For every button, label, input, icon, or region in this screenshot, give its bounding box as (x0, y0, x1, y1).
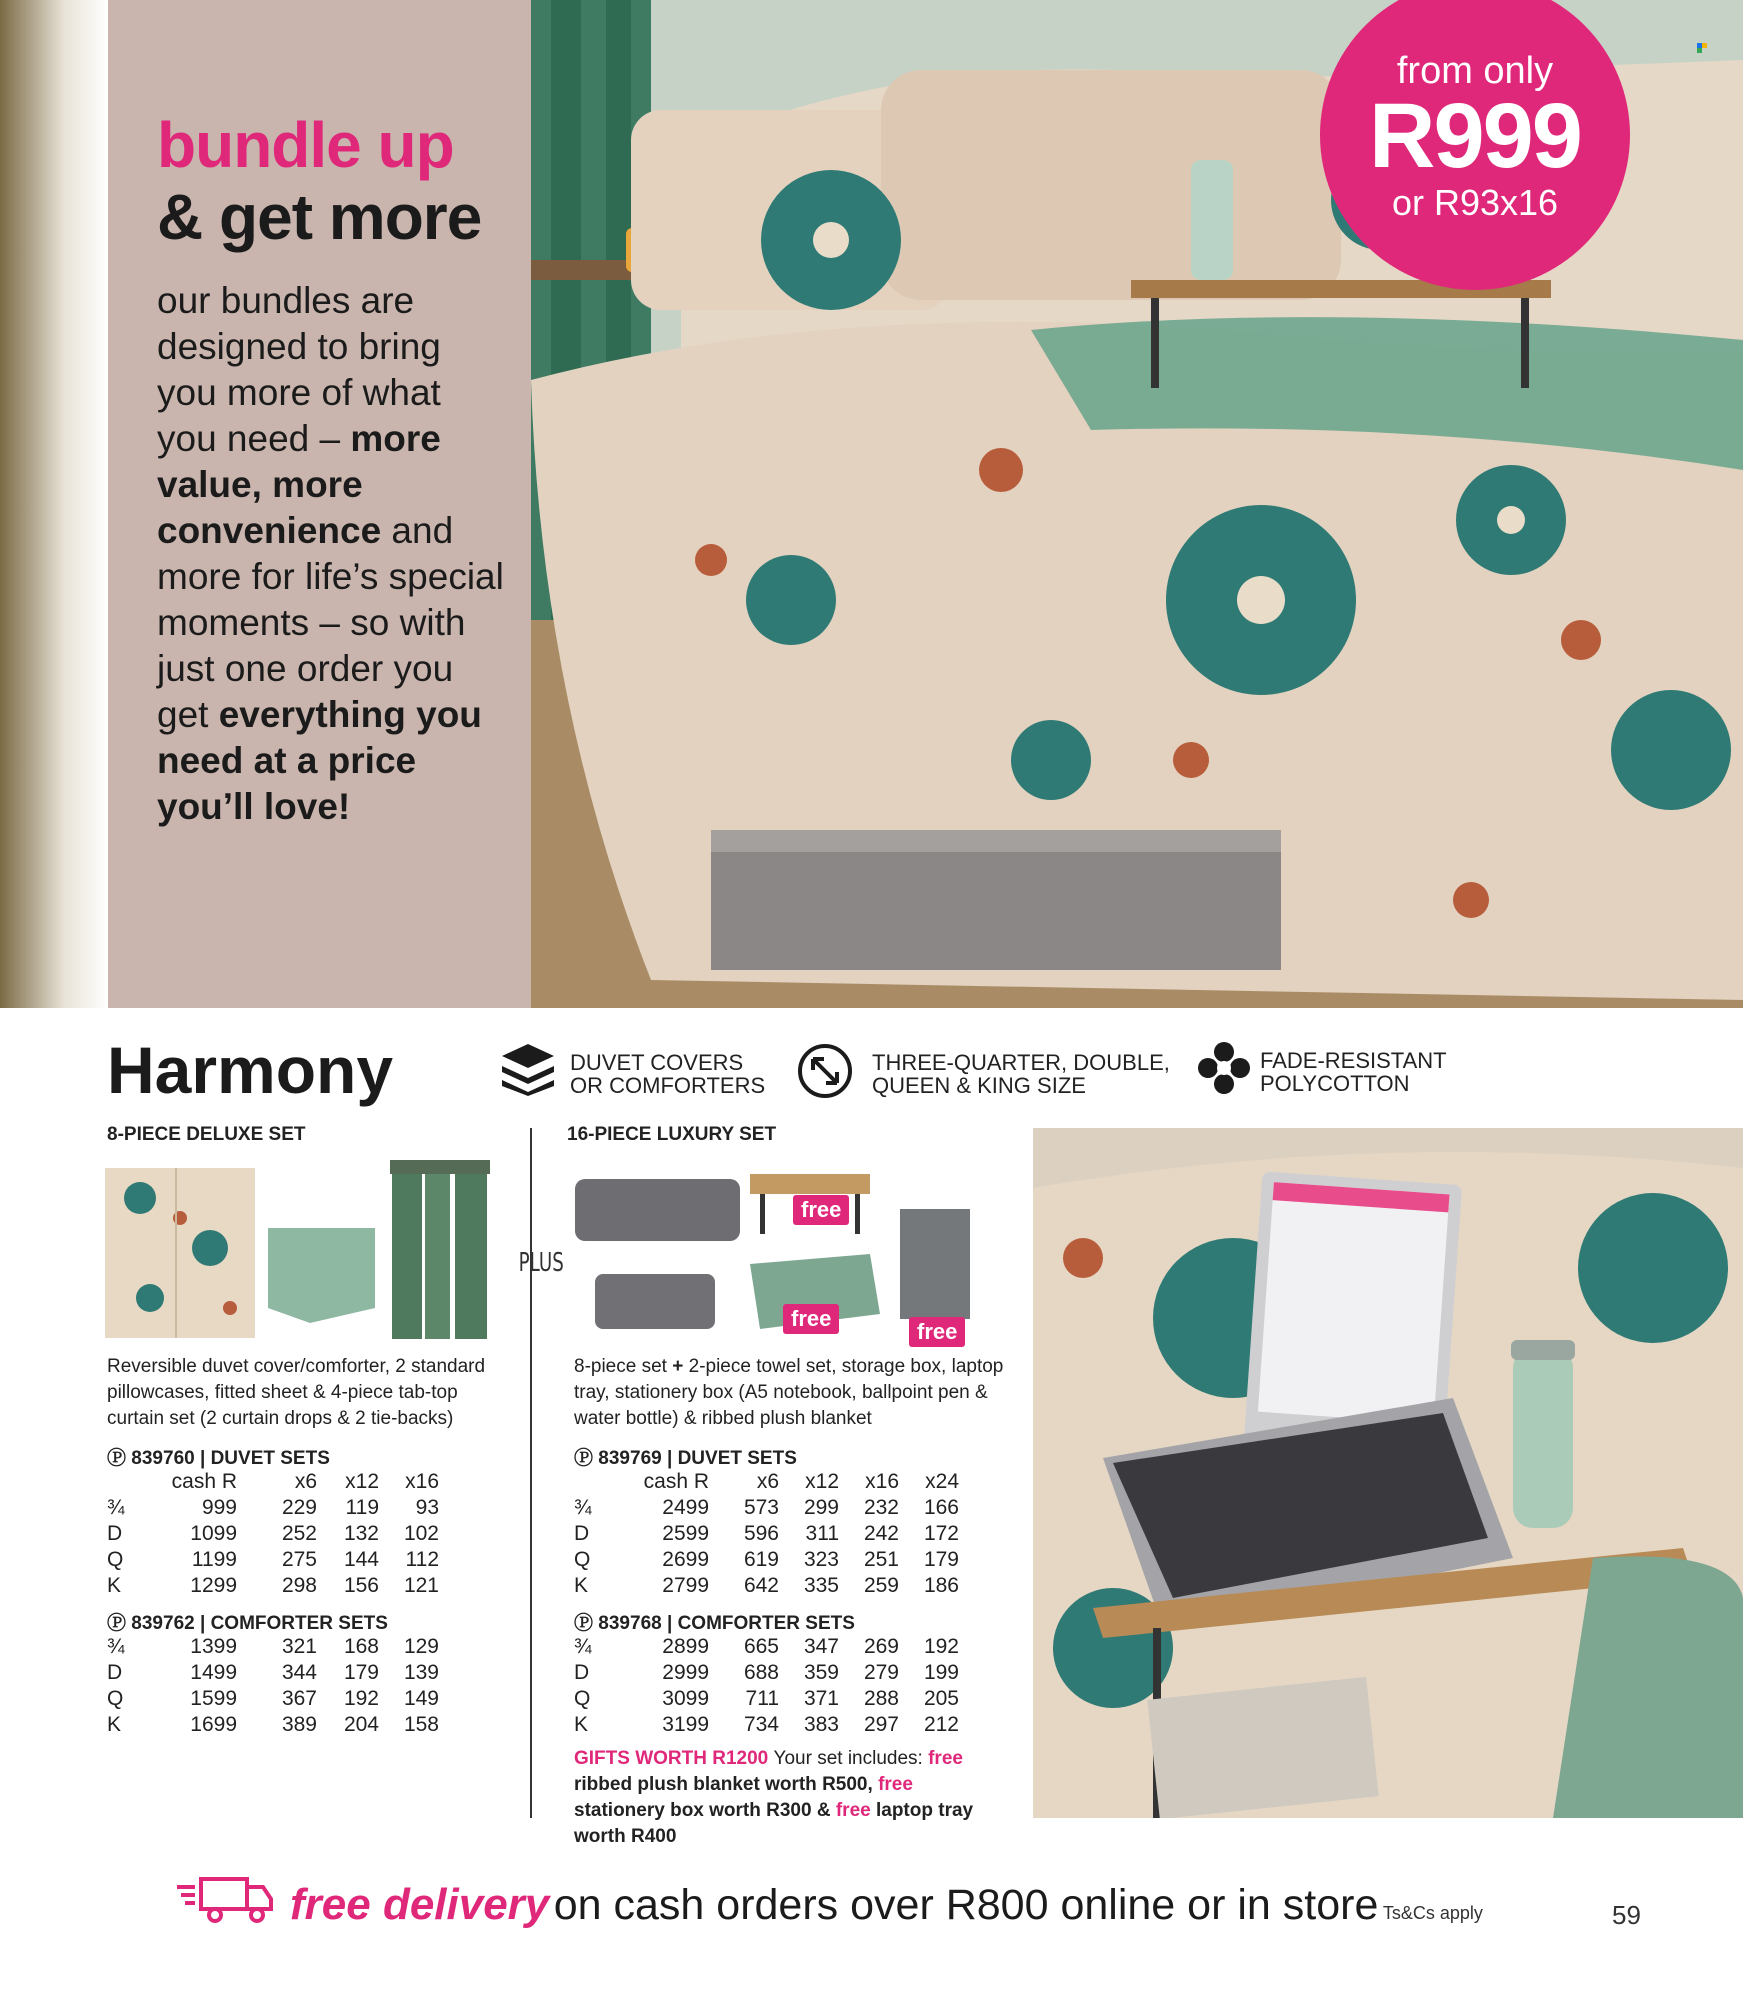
price-cell: 288 (863, 1687, 899, 1710)
price-cell: 1099 (190, 1522, 237, 1545)
price-cell: 573 (743, 1496, 779, 1519)
price-cell: 999 (201, 1496, 237, 1519)
price-cell: 1499 (190, 1661, 237, 1684)
price-cell: 192 (923, 1635, 959, 1658)
table-row (574, 1495, 959, 1521)
feature-size-line1: THREE-QUARTER, DOUBLE, (872, 1050, 1170, 1075)
table-header: x6 (756, 1470, 779, 1493)
table-header-row (574, 1469, 959, 1495)
deluxe-duvet-heading: Ⓟ 839760 | DUVET SETS (107, 1448, 330, 1469)
size-cell: K (107, 1713, 122, 1736)
luxury-comforter-heading: Ⓟ 839768 | COMFORTER SETS (574, 1613, 855, 1634)
price-cell: 297 (863, 1713, 899, 1736)
size-cell: D (107, 1661, 123, 1684)
intro-text-2: more value, more convenience (157, 418, 441, 551)
price-cell: 252 (281, 1522, 317, 1545)
deluxe-comforter-heading: Ⓟ 839762 | COMFORTER SETS (107, 1613, 388, 1634)
badge-installment: or R93x16 (1391, 182, 1559, 223)
luxury-comforter-label: COMFORTER SETS (677, 1613, 855, 1634)
size-cell: D (574, 1522, 590, 1545)
table-header-row (107, 1469, 439, 1495)
size-cell: ¾ (107, 1496, 125, 1519)
price-cell: 279 (863, 1661, 899, 1684)
table-row (107, 1573, 439, 1599)
size-cell: D (107, 1522, 123, 1545)
table-row (107, 1660, 439, 1686)
table-header: x24 (925, 1470, 959, 1493)
table-row (107, 1521, 439, 1547)
deluxe-duvet-table (107, 1469, 439, 1599)
price-cell: 711 (745, 1687, 779, 1710)
feature-fabric-line1: FADE-RESISTANT (1260, 1048, 1447, 1073)
code-icon: Ⓟ (107, 1613, 127, 1634)
gifts-free-word: free (878, 1774, 913, 1795)
table-row (574, 1686, 959, 1712)
badge-from-text: from only (1396, 50, 1554, 92)
price-cell: 121 (403, 1574, 439, 1597)
price-cell: 242 (863, 1522, 899, 1545)
delivery-text: on cash orders over R800 online or in store (553, 1881, 1379, 1929)
gifts-note (574, 1746, 1006, 1850)
price-cell: 1199 (191, 1548, 237, 1571)
price-cell: 172 (923, 1522, 959, 1545)
deluxe-duvet-label: DUVET SETS (210, 1448, 330, 1469)
plus-icon: + (672, 1356, 684, 1377)
price-cell: 212 (923, 1713, 959, 1736)
intro-text-4: everything you need at a price you’ll love! (157, 694, 482, 827)
price-cell: 269 (863, 1635, 899, 1658)
table-row (107, 1686, 439, 1712)
size-cell: Q (107, 1687, 124, 1710)
feature-fabric (1260, 1049, 1447, 1095)
gifts-free-word: free (928, 1748, 963, 1769)
left-edge-photo (0, 0, 108, 1008)
code-icon: Ⓟ (574, 1613, 594, 1634)
table-header: x16 (405, 1470, 439, 1493)
price-cell: 389 (281, 1713, 317, 1736)
price-cell: 166 (923, 1496, 959, 1519)
price-cell: 2599 (662, 1522, 709, 1545)
price-cell: 665 (743, 1635, 779, 1658)
intro-text-3: and more for life’s special moments – so with just one order you get (157, 510, 504, 735)
page-number: 59 (1612, 1900, 1641, 1930)
price-cell: 3099 (662, 1687, 709, 1710)
price-cell: 199 (923, 1661, 959, 1684)
price-cell: 619 (743, 1548, 779, 1571)
price-cell: 112 (405, 1548, 439, 1571)
table-row (574, 1547, 959, 1573)
deluxe-comforter-table (107, 1634, 439, 1738)
price-cell: 2799 (662, 1574, 709, 1597)
price-cell: 192 (343, 1687, 379, 1710)
price-cell: 344 (281, 1661, 317, 1684)
luxury-duvet-table (574, 1469, 959, 1599)
luxury-duvet-label: DUVET SETS (677, 1448, 797, 1469)
table-header: cash R (643, 1470, 709, 1493)
price-cell: 186 (923, 1574, 959, 1597)
price-cell: 347 (803, 1635, 839, 1658)
table-row (574, 1712, 959, 1738)
size-cell: ¾ (574, 1496, 592, 1519)
gift-item-blanket: ribbed plush blanket worth R500, (574, 1774, 873, 1795)
table-row (574, 1521, 959, 1547)
price-cell: 158 (403, 1713, 439, 1736)
price-cell: 335 (803, 1574, 839, 1597)
price-cell: 299 (803, 1496, 839, 1519)
price-cell: 596 (743, 1522, 779, 1545)
column-divider (530, 1128, 532, 1818)
price-cell: 179 (343, 1661, 379, 1684)
intro-text-1: our bundles are designed to bring you more of what you need – (157, 280, 441, 459)
price-cell: 321 (281, 1635, 317, 1658)
deluxe-comforter-code: 839762 (131, 1613, 195, 1634)
price-cell: 205 (923, 1687, 959, 1710)
size-cell: Q (574, 1548, 591, 1571)
price-cell: 2499 (662, 1496, 709, 1519)
price-cell: 1399 (190, 1635, 237, 1658)
price-cell: 311 (805, 1522, 839, 1545)
plus-label: PLUS (518, 1248, 564, 1278)
price-cell: 371 (803, 1687, 839, 1710)
deluxe-description: Reversible duvet cover/comforter, 2 standard pillowcases, fitted sheet & 4-piece tab-top curtain set (2 curtain drops & 2 tie-backs) (107, 1356, 486, 1429)
price-cell: 383 (803, 1713, 839, 1736)
luxury-description (574, 1354, 1004, 1432)
price-cell: 2999 (662, 1661, 709, 1684)
price-cell: 179 (923, 1548, 959, 1571)
table-row (574, 1573, 959, 1599)
price-cell: 259 (863, 1574, 899, 1597)
gift-item-stationery: stationery box worth R300 & (574, 1800, 831, 1821)
price-cell: 275 (281, 1548, 317, 1571)
table-header: x12 (345, 1470, 379, 1493)
free-tag-blanket: free (783, 1304, 839, 1334)
price-cell: 93 (415, 1496, 439, 1519)
feature-size-icon (797, 1043, 853, 1104)
table-row (574, 1634, 959, 1660)
table-row (107, 1547, 439, 1573)
price-cell: 2699 (662, 1548, 709, 1571)
size-cell: K (574, 1713, 589, 1736)
delivery-emphasis: free delivery (290, 1880, 550, 1929)
deluxe-duvet-code: 839760 (131, 1448, 195, 1469)
gifts-free-word: free (835, 1800, 871, 1821)
price-cell: 129 (403, 1635, 439, 1658)
price-cell: 232 (863, 1496, 899, 1519)
price-cell: 642 (743, 1574, 779, 1597)
price-cell: 144 (343, 1548, 379, 1571)
price-cell: 734 (743, 1713, 779, 1736)
terms-note: Ts&Cs apply (1382, 1903, 1483, 1923)
deluxe-comforter-label: COMFORTER SETS (210, 1613, 388, 1634)
deluxe-products-image (100, 1158, 495, 1343)
delivery-truck-icon (175, 1873, 275, 1930)
layers-icon (500, 1040, 556, 1096)
price-cell: 102 (403, 1522, 439, 1545)
price-cell: 367 (281, 1687, 317, 1710)
feature-fabric-line2: POLYCOTTON (1260, 1071, 1410, 1096)
price-cell: 1699 (190, 1713, 237, 1736)
intro-paragraph (157, 278, 507, 830)
free-tag-laptop-tray: free (793, 1195, 849, 1225)
gifts-title: GIFTS WORTH R1200 (574, 1748, 769, 1769)
size-cell: K (574, 1574, 589, 1597)
luxury-duvet-heading: Ⓟ 839769 | DUVET SETS (574, 1448, 797, 1469)
resize-arrow-icon (797, 1043, 853, 1099)
price-cell: 132 (343, 1522, 379, 1545)
feature-size (872, 1051, 1170, 1097)
price-cell: 323 (803, 1548, 839, 1571)
price-cell: 3199 (662, 1713, 709, 1736)
delivery-banner (290, 1880, 1483, 1930)
price-cell: 139 (403, 1661, 439, 1684)
corner-logo-icon (1697, 40, 1707, 50)
price-cell: 251 (863, 1548, 899, 1571)
table-header: cash R (171, 1470, 237, 1493)
luxury-duvet-code: 839769 (598, 1448, 662, 1469)
size-cell: Q (574, 1687, 591, 1710)
price-cell: 149 (403, 1687, 439, 1710)
price-cell: 359 (803, 1661, 839, 1684)
table-header: x6 (294, 1470, 317, 1493)
size-cell: D (574, 1661, 590, 1684)
code-icon: Ⓟ (574, 1448, 594, 1469)
luxury-description-text: 2-piece towel set, storage box, laptop tray, stationery box (A5 notebook, ballpoint pen & water bottle) & ribbed plush blanket (574, 1356, 1004, 1429)
badge-price: R999 (1369, 85, 1581, 187)
gifts-intro: Your set includes: (773, 1748, 923, 1769)
gift-item-tray: laptop tray worth R400 (574, 1800, 974, 1847)
size-cell: ¾ (574, 1635, 592, 1658)
table-row (107, 1634, 439, 1660)
headline-dark: & get more (157, 181, 482, 253)
size-cell: ¾ (107, 1635, 125, 1658)
luxury-comforter-code: 839768 (598, 1613, 662, 1634)
feature-duvet-line2: OR COMFORTERS (570, 1073, 766, 1098)
table-row (574, 1660, 959, 1686)
price-cell: 2899 (662, 1635, 709, 1658)
headline-pink: bundle up (157, 109, 454, 181)
feature-fabric-icon (1196, 1040, 1252, 1101)
feature-duvet-icon (500, 1040, 556, 1101)
price-cell: 204 (343, 1713, 379, 1736)
table-row (107, 1495, 439, 1521)
price-cell: 298 (281, 1574, 317, 1597)
size-cell: Q (107, 1548, 124, 1571)
price-cell: 156 (343, 1574, 379, 1597)
price-cell: 119 (345, 1496, 379, 1519)
feature-size-line2: QUEEN & KING SIZE (872, 1073, 1086, 1098)
price-cell: 688 (743, 1661, 779, 1684)
free-tag-stationery: free (909, 1317, 965, 1347)
flower-icon (1196, 1040, 1252, 1096)
feature-duvet-line1: DUVET COVERS (570, 1050, 744, 1075)
table-row (107, 1712, 439, 1738)
product-title: Harmony (107, 1033, 394, 1107)
size-cell: K (107, 1574, 122, 1597)
feature-duvet (570, 1051, 765, 1097)
deluxe-heading: 8-PIECE DELUXE SET (107, 1124, 306, 1145)
luxury-description-lead: 8-piece set (574, 1356, 667, 1377)
table-header: x12 (805, 1470, 839, 1493)
price-cell: 1299 (190, 1574, 237, 1597)
luxury-heading: 16-PIECE LUXURY SET (567, 1124, 777, 1145)
laptop-lifestyle-photo (1033, 1128, 1743, 1818)
code-icon: Ⓟ (107, 1448, 127, 1469)
price-cell: 229 (281, 1496, 317, 1519)
table-header: x16 (865, 1470, 899, 1493)
luxury-comforter-table (574, 1634, 959, 1738)
price-cell: 1599 (190, 1687, 237, 1710)
price-cell: 168 (343, 1635, 379, 1658)
